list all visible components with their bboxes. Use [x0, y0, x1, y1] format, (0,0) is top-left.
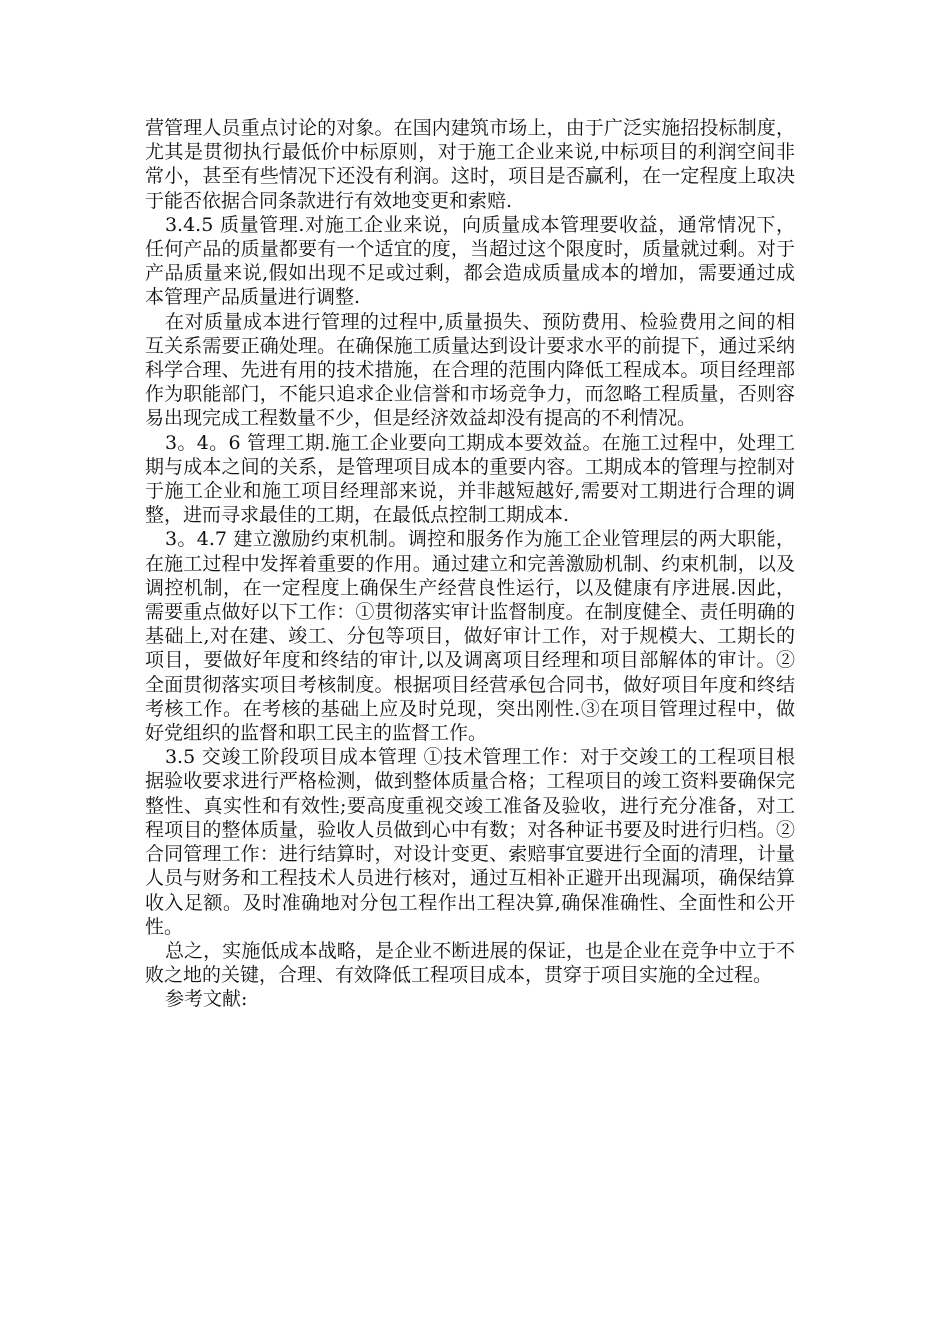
- paragraph-claims: 营管理人员重点讨论的对象。在国内建筑市场上，由于广泛实施招投标制度，尤其是贯彻执行最低价中标原则，对于施工企业来说,中标项目的利润空间非常小，甚至有些情况下还没有利润。这时，项目是否赢利，在一定程度上取决于能否依据合同条款进行有效地变更和索赔.: [145, 117, 795, 212]
- paragraph-3-5-completion-stage: 3.5 交竣工阶段项目成本管理 ①技术管理工作：对于交竣工的工程项目根据验收要求进行严格检测，做到整体质量合格；工程项目的竣工资料要确保完整性、真实性和有效性;要高度重视交竣工准备及验收，进行充分准备，对工程项目的整体质量，验收人员做到心中有数；对各种证书要及时进行归档。②合同管理工作：进行结算时，对设计变更、索赔事宜要进行全面的清理，计量人员与财务和工程技术人员进行核对，通过互相补正避开出现漏项，确保结算收入足额。及时准确地对分包工程作出工程决算,确保准确性、全面性和公开性。: [145, 746, 795, 938]
- paragraph-3-4-6-schedule-management: 3。4。6 管理工期.施工企业要向工期成本要效益。在施工过程中，处理工期与成本之间的关系，是管理项目成本的重要内容。工期成本的管理与控制对于施工企业和施工项目经理部来说，并非越短越好,需要对工期进行合理的调整，进而寻求最佳的工期，在最低点控制工期成本.: [145, 431, 795, 527]
- paragraph-quality-cost: 在对质量成本进行管理的过程中,质量损失、预防费用、检验费用之间的相互关系需要正确处理。在确保施工质量达到设计要求水平的前提下，通过采纳科学合理、先进有用的技术措施，在合理的范围内降低工程成本。项目经理部作为职能部门，不能只追求企业信誉和市场竞争力，而忽略工程质量，否则容易出现完成工程数量不少，但是经济效益却没有提高的不利情况。: [145, 310, 795, 430]
- paragraph-3-4-7-incentive-mechanism: 3。4.7 建立激励约束机制。调控和服务作为施工企业管理层的两大职能，在施工过程中发挥着重要的作用。通过建立和完善激励机制、约束机制，以及调控机制，在一定程度上确保生产经营良性运行，以及健康有序进展.因此，需要重点做好以下工作：①贯彻落实审计监督制度。在制度健全、责任明确的基础上,对在建、竣工、分包等项目，做好审计工作，对于规模大、工期长的项目，要做好年度和终结的审计,以及调离项目经理和项目部解体的审计。②全面贯彻落实项目考核制度。根据项目经营承包合同书，做好项目年度和终结考核工作。在考核的基础上应及时兑现，突出刚性.③在项目管理过程中，做好党组织的监督和职工民主的监督工作。: [145, 528, 795, 745]
- references-heading: 参考文献:: [164, 988, 248, 1011]
- paragraph-3-4-5-quality-management: 3.4.5 质量管理.对施工企业来说，向质量成本管理要收益，通常情况下，任何产品的质量都要有一个适宜的度，当超过这个限度时，质量就过剩。对于产品质量来说,假如出现不足或过剩，都会造成质量成本的增加，需要通过成本管理产品质量进行调整.: [145, 213, 795, 309]
- paragraph-conclusion: 总之，实施低成本战略，是企业不断进展的保证，也是企业在竞争中立于不败之地的关键，合理、有效降低工程项目成本，贯穿于项目实施的全过程。: [145, 939, 795, 987]
- document-body: [145, 116, 795, 1012]
